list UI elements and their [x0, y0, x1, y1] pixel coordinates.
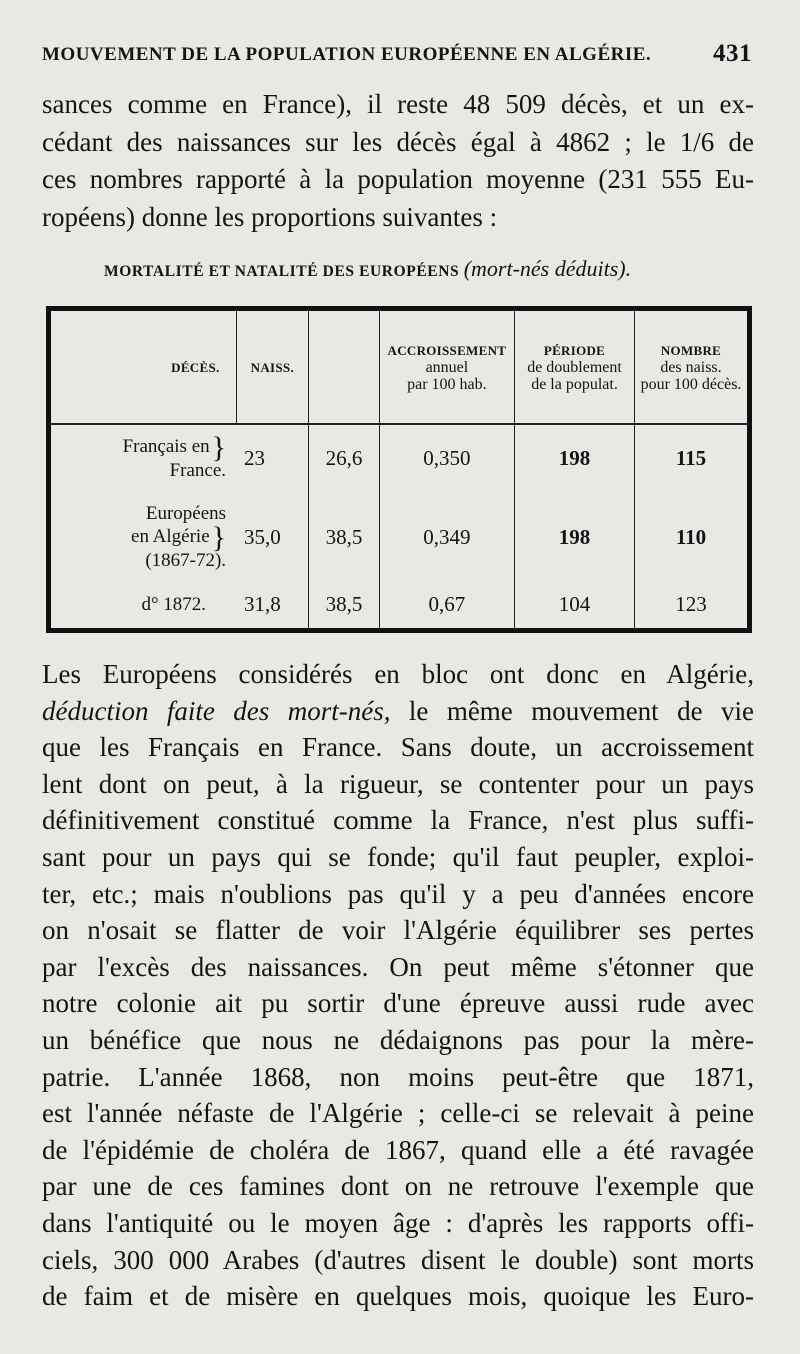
text-line: ciels, 300 000 Arabes (d'autres disent le double) sont morts	[42, 1244, 754, 1275]
header-periode-line3: de la populat.	[531, 375, 618, 393]
text-line: par une de ces famines dont on ne retrouve l'exemple que	[42, 1171, 754, 1202]
cell-periode: 198	[515, 492, 635, 582]
cell-naiss: 38,5	[309, 582, 380, 630]
header-nombre-line3: pour 100 décès.	[640, 375, 742, 393]
table-row	[49, 492, 750, 582]
row-label-line1: Européens	[145, 502, 227, 524]
text-line: lent dont on peut, à la rigueur, se contenter pour un pays	[42, 768, 754, 799]
cell-periode: 104	[515, 582, 635, 630]
cell-periode: 198	[515, 424, 635, 492]
header-naiss	[236, 309, 309, 425]
header-deces	[49, 309, 237, 425]
header-nombre	[635, 309, 750, 425]
table-caption-italic: (mort-nés déduits).	[463, 256, 632, 281]
text-line: cédant des naissances sur les décès égal à 4862 ; le 1/6 de	[42, 126, 754, 157]
text-line: par l'excès des naissances. On peut même s'étonner que	[42, 951, 754, 982]
cell-deces: 35,0	[236, 492, 309, 582]
text-line-rest: le même mouvement de vie	[408, 695, 754, 726]
header-nombre-line1: NOMBRE	[660, 342, 722, 358]
row-label-line3: (1867-72).	[145, 550, 227, 572]
text-line: sant pour un pays qui se fonde; qu'il faut peupler, exploi-	[42, 841, 754, 872]
row-label-line1: d° 1872.	[141, 594, 207, 616]
header-mortality-spacer	[309, 309, 380, 425]
table-row	[49, 424, 750, 492]
header-nombre-line2: des naiss.	[660, 358, 722, 376]
cell-deces: 23	[236, 424, 309, 492]
text-line: un bénéfice que nous ne dédaignons pas pour la mère-	[42, 1024, 754, 1055]
text-line: on n'osait se flatter de voir l'Algérie équilibrer ses pertes	[42, 915, 754, 946]
text-line: de faim et de misère en quelques mois, quoique les Euro-	[42, 1281, 754, 1312]
text-line: ces nombres rapporté à la population moyenne (231 555 Eu-	[42, 164, 754, 194]
header-accr-line1: ACCROISSEMENT	[387, 342, 507, 358]
header-accr-line2: annuel	[425, 358, 469, 376]
header-accr-line3: par 100 hab.	[407, 375, 487, 393]
table-caption	[104, 256, 724, 282]
text-line: dans l'antiquité ou le moyen âge : d'après les rapports offi-	[42, 1207, 754, 1238]
text-line: de l'épidémie de choléra de 1867, quand elle a été ravagée	[42, 1134, 754, 1165]
brace-symbol: }	[211, 431, 227, 465]
cell-nombre: 110	[675, 524, 707, 549]
cell-accroissement: 0,350	[379, 424, 514, 492]
text-line: que les Français en France. Sans doute, un accroissement	[42, 732, 754, 763]
text-line: est l'année néfaste de l'Algérie ; celle-ci se relevait à peine	[42, 1098, 754, 1129]
row-label	[49, 424, 237, 492]
cell-naiss: 26,6	[309, 424, 380, 492]
cell-nombre: 123	[675, 592, 707, 617]
header-periode	[515, 309, 635, 425]
cell-accroissement: 0,67	[379, 582, 514, 630]
text-line: notre colonie ait pu sortir d'une épreuve aussi rude avec	[42, 988, 754, 1019]
header-naiss-text: NAISS.	[250, 359, 295, 375]
cell-naiss: 38,5	[309, 492, 380, 582]
text-line	[42, 693, 754, 730]
cell-deces: 31,8	[236, 582, 309, 630]
text-line: Les Européens considérés en bloc ont donc en Algérie,	[42, 659, 754, 689]
table-caption-text: MORTALITÉ ET NATALITÉ DES EUROPÉENS	[104, 263, 460, 280]
table-header-row	[49, 309, 750, 425]
table-row	[49, 582, 750, 630]
text-line: sances comme en France), il reste 48 509 décès, et un ex-	[42, 89, 754, 119]
running-head	[42, 40, 752, 70]
row-label-line2: en Algérie	[131, 525, 210, 547]
header-accroissement	[379, 309, 514, 425]
row-label	[49, 492, 237, 582]
paragraph-intro	[42, 86, 754, 236]
cell-accroissement: 0,349	[379, 492, 514, 582]
row-label-line2: France.	[169, 460, 227, 482]
cell-nombre: 115	[675, 446, 707, 470]
text-line: ropéens) donne les proportions suivantes :	[42, 201, 498, 232]
paragraph-main	[42, 656, 754, 1315]
header-deces-text: DÉCÈS.	[171, 359, 220, 375]
text-line: définitivement constitué comme la France, n'est plus suffi-	[42, 805, 754, 836]
text-line: ter, etc.; mais n'oublions pas qu'il y a peu d'années encore	[42, 878, 754, 909]
italic-phrase: déduction faite des mort-nés,	[42, 695, 391, 726]
running-head-title: MOUVEMENT DE LA POPULATION EUROPÉENNE EN ALGÉRIE.	[42, 44, 652, 65]
mortality-natality-table	[46, 306, 752, 633]
header-periode-line1: PÉRIODE	[543, 342, 606, 358]
brace-symbol: }	[211, 521, 227, 555]
text-line: patrie. L'année 1868, non moins peut-être que 1871,	[42, 1061, 754, 1092]
page-number: 431	[713, 40, 752, 67]
header-periode-line2: de doublement	[527, 358, 622, 376]
row-label-line1: Français en	[122, 435, 210, 457]
row-label	[49, 582, 237, 630]
